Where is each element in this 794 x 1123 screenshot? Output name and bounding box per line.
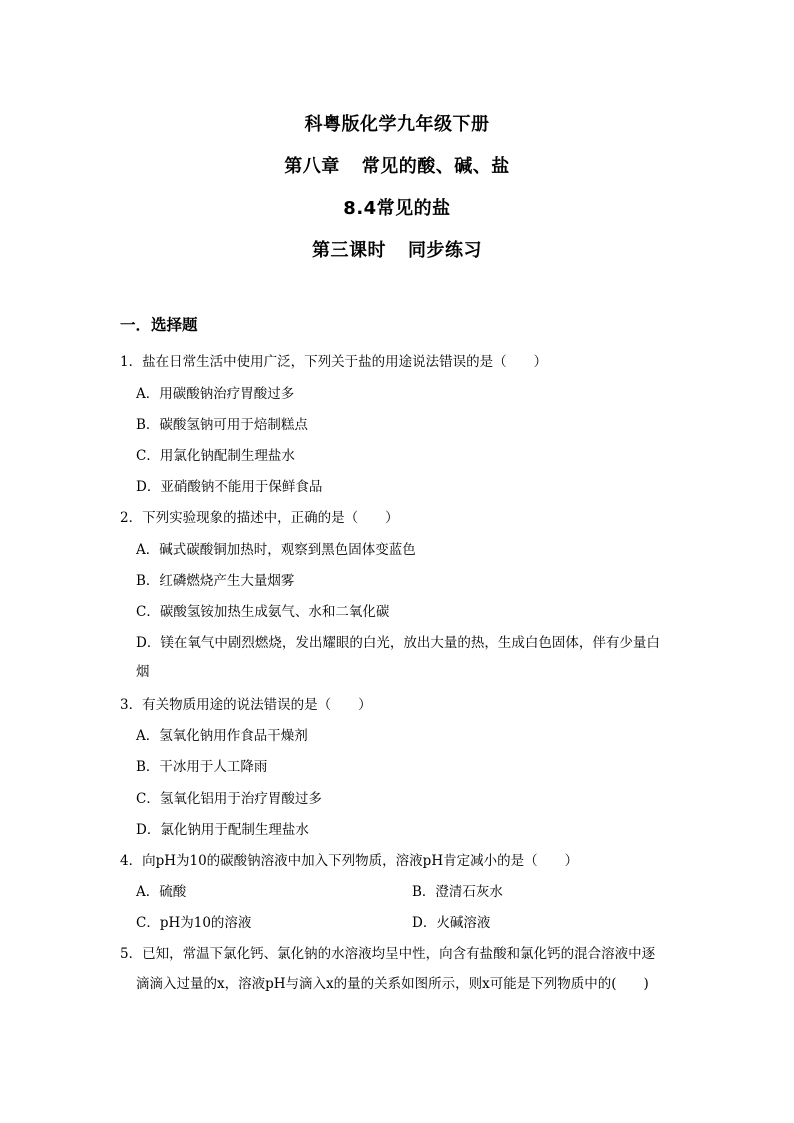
question-4-stem: 4．向pH为10的碳酸钠溶液中加入下列物质，溶液pH肯定减小的是（ ）: [120, 853, 579, 869]
question-1-option-b: B．碳酸氢钠可用于焙制糕点: [136, 417, 308, 433]
book-title: 科粤版化学九年级下册: [304, 114, 490, 135]
question-1-option-d: D．亚硝酸钠不能用于保鲜食品: [136, 479, 323, 495]
question-2-option-c: C．碳酸氢铵加热生成氨气、水和二氧化碳: [136, 604, 390, 620]
question-5-stem: 5．已知，常温下氯化钙、氯化钠的水溶液均呈中性，向含有盐酸和氯化钙的混合溶液中逐: [120, 946, 656, 962]
question-4-option-d: D．火碱溶液: [412, 915, 491, 931]
question-4-option-b: B．澄清石灰水: [412, 884, 503, 900]
question-1-option-a: A．用碳酸钠治疗胃酸过多: [136, 386, 295, 402]
section-heading: 一．选择题: [120, 316, 198, 334]
question-3-option-b: B．干冰用于人工降雨: [136, 759, 268, 775]
question-1-stem: 1．盐在日常生活中使用广泛，下列关于盐的用途说法错误的是（ ）: [120, 354, 548, 370]
question-2-option-a: A．碱式碳酸铜加热时，观察到黑色固体变蓝色: [136, 542, 416, 558]
question-5-stem-continued: 滴滴入过量的x，溶液pH与滴入x的量的关系如图所示，则x可能是下列物质中的( ): [136, 976, 649, 992]
question-2-stem: 2．下列实验现象的描述中，正确的是（ ）: [120, 510, 399, 526]
question-3-option-d: D．氯化钠用于配制生理盐水: [136, 822, 309, 838]
question-2-option-d-continued: 烟: [136, 664, 150, 680]
question-3-option-c: C．氢氧化铝用于治疗胃酸过多: [136, 791, 322, 807]
question-1-option-c: C．用氯化钠配制生理盐水: [136, 448, 295, 464]
title-block: [0, 104, 794, 272]
question-2-option-d: D．镁在氧气中剧烈燃烧，发出耀眼的白光，放出大量的热，生成白色固体，伴有少量白: [136, 635, 660, 651]
question-4-option-c: C．pH为10的溶液: [136, 915, 252, 931]
chapter-title: 第八章 常见的酸、碱、盐: [284, 156, 510, 177]
period-title: 第三课时 同步练习: [312, 240, 482, 261]
question-3-stem: 3．有关物质用途的说法错误的是（ ）: [120, 697, 372, 713]
question-4-option-a: A．硫酸: [136, 884, 187, 900]
question-2-option-b: B．红磷燃烧产生大量烟雾: [136, 573, 295, 589]
question-3-option-a: A．氢氧化钠用作食品干燥剂: [136, 728, 308, 744]
lesson-title: 8.4常见的盐: [343, 198, 451, 219]
